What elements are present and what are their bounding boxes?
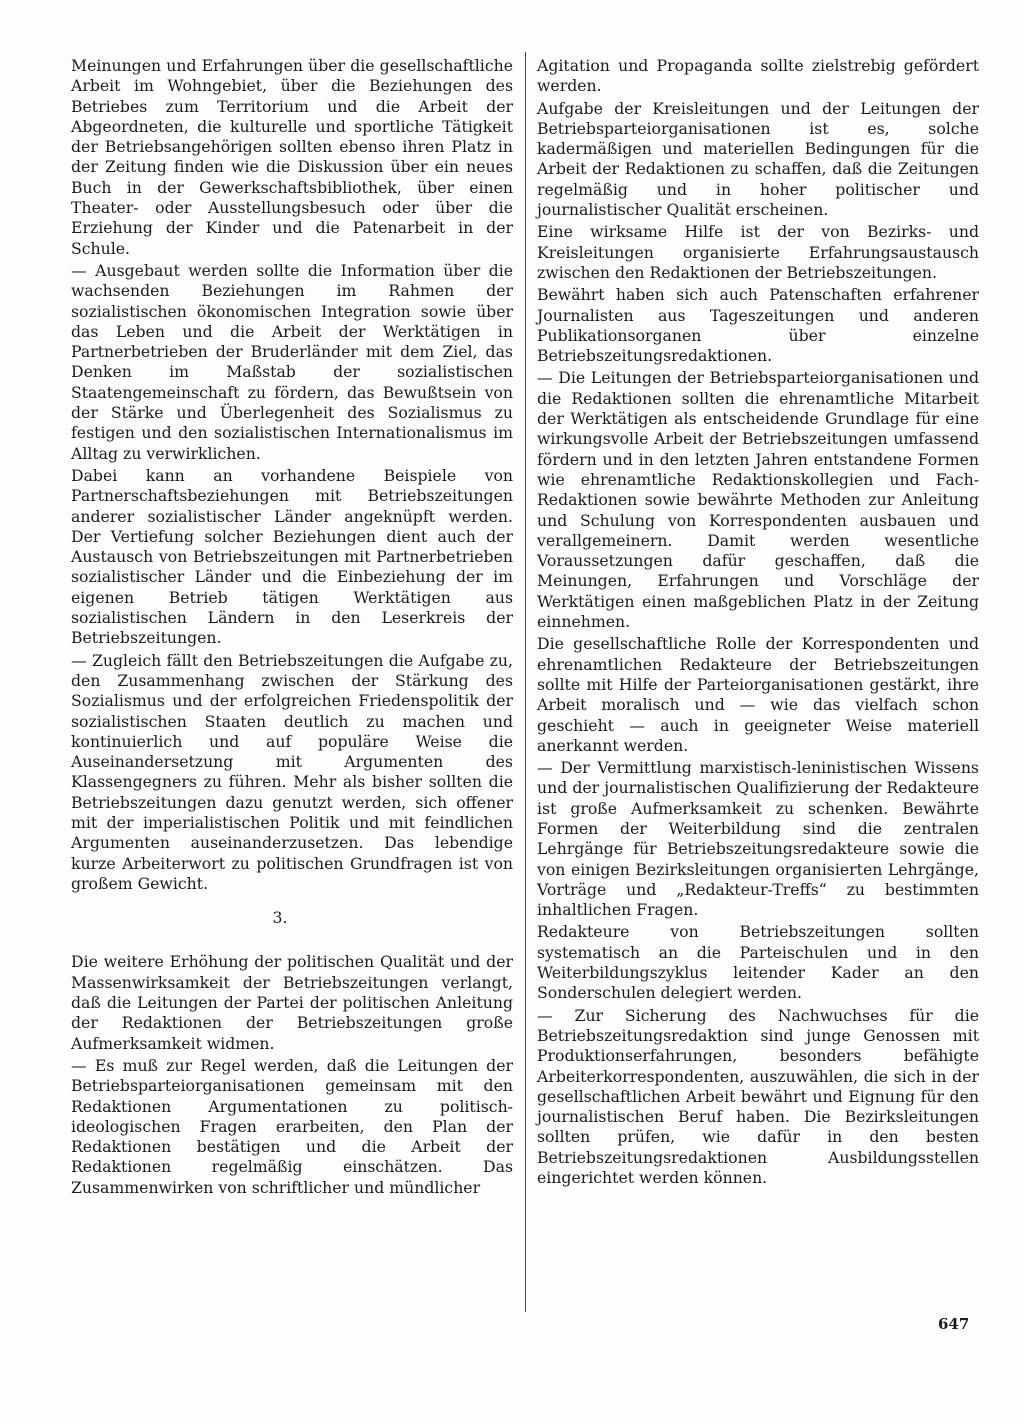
paragraph: Redakteure von Betriebszeitungen sollten systematisch an die Parteischulen und in den Weiterbildungszyklus leitender Kader an den Sonderschulen delegiert werden. xyxy=(537,922,979,1003)
paragraph: — Die Leitungen der Betriebsparteiorganisationen und die Redaktionen sollten die ehrenamtliche Mitarbeit der Werktätigen als entscheidende Grundlage für eine wirkungsvolle Arbeit der Betriebszeitungen umfassend fördern und in den letzten Jahren entstandene Formen wie ehrenamtliche Redaktionskollegien und Fach-Redaktionen sowie bewährte Methoden zur Anleitung und Schulung von Korrespondenten ausbauen und verallgemeinern. Damit werden wesentliche Voraussetzungen dafür geschaffen, daß die Meinungen, Erfahrungen und Vorschläge der Werktätigen einen maßgeblichen Platz in der Zeitung einnehmen. xyxy=(537,368,979,632)
paragraph: Bewährt haben sich auch Patenschaften erfahrener Journalisten aus Tageszeitungen und anderen Publikationsorganen über einzelne Betriebszeitungsredaktionen. xyxy=(537,285,979,366)
column-divider xyxy=(525,52,526,1312)
left-column xyxy=(71,56,513,1198)
paragraph: Eine wirksame Hilfe ist der von Bezirks- und Kreisleitungen organisierte Erfahrungsaustausch zwischen den Redaktionen der Betriebszeitungen. xyxy=(537,222,979,282)
paragraph: — Zugleich fällt den Betriebszeitungen die Aufgabe zu, den Zusammenhang zwischen der Stärkung des Sozialismus und der erfolgreichen Friedenspolitik der sozialistischen Staaten deutlich zu machen und kontinuierlich und auf populäre Weise die Auseinandersetzung mit Argumenten des Klassengegners zu führen. Mehr als bisher sollten die Betriebszeitungen dazu genutzt werden, sich offener mit der imperialistischen Politik und mit feindlichen Argumenten auseinanderzusetzen. Das lebendige kurze Arbeiterwort zu politischen Grundfragen ist von großem Gewicht. xyxy=(71,650,513,893)
paragraph: — Zur Sicherung des Nachwuchses für die Betriebszeitungsredaktion sind junge Genossen mit Produktionserfahrungen, besonders befähigte Arbeiterkorrespondenten, auszuwählen, die sich in der gesellschaftlichen Arbeit bewährt und Eignung für den journalistischen Beruf haben. Die Bezirksleitungen sollten prüfen, wie dafür in den besten Betriebszeitungsredaktionen Ausbildungsstellen eingerichtet werden können. xyxy=(537,1005,979,1188)
paragraph: Die weitere Erhöhung der politischen Qualität und der Massenwirksamkeit der Betriebszeitungen verlangt, daß die Leitungen der Partei der politischen Anleitung der Redaktionen der Betriebszeitungen große Aufmerksamkeit widmen. xyxy=(71,952,513,1053)
paragraph: Agitation und Propaganda sollte zielstrebig gefördert werden. xyxy=(537,56,979,96)
paragraph: Meinungen und Erfahrungen über die gesellschaftliche Arbeit im Wohngebiet, über die Beziehungen des Betriebes zum Territorium und die Arbeit der Abgeordneten, die kulturelle und sportliche Tätigkeit der Betriebsangehörigen sollten ebenso ihren Platz in der Zeitung finden wie die Diskussion über ein neues Buch in der Gewerkschaftsbibliothek, über einen Theater- oder Ausstellungsbesuch oder über die Erziehung der Kinder und die Patenarbeit in der Schule. xyxy=(71,56,513,258)
paragraph: Die gesellschaftliche Rolle der Korrespondenten und ehrenamtlichen Redakteure der Betriebszeitungen sollte mit Hilfe der Parteiorganisationen gestärkt, ihre Arbeit moralisch und — wie das vielfach schon geschieht — auch in geeigneter Weise materiell anerkannt werden. xyxy=(537,634,979,755)
paragraph: Dabei kann an vorhandene Beispiele von Partnerschaftsbeziehungen mit Betriebszeitungen anderer sozialistischer Länder angeknüpft werden. Der Vertiefung solcher Beziehungen dient auch der Austausch von Betriebszeitungen mit Partnerbetrieben sozialistischer Länder und die Einbeziehung der im eigenen Betrieb tätigen Werktätigen aus sozialistischen Ländern in den Leserkreis der Betriebszeitungen. xyxy=(71,465,513,648)
paragraph: Aufgabe der Kreisleitungen und der Leitungen der Betriebsparteiorganisationen ist es, solche kadermäßigen und materiellen Bedingungen für die Arbeit der Redaktionen zu schaffen, daß die Zeitungen regelmäßig und in hoher politischer und journalistischer Qualität erscheinen. xyxy=(537,98,979,220)
page-number: 647 xyxy=(938,1315,970,1333)
paragraph: — Der Vermittlung marxistisch-leninistischen Wissens und der journalistischen Qualifizierung der Redakteure ist große Aufmerksamkeit zu schenken. Bewährte Formen der Weiterbildung sind die zentralen Lehrgänge für Betriebszeitungsredakteure sowie die von einigen Bezirksleitungen organisierten Lehrgänge, Vorträge und „Redakteur-Treffs“ zu bestimmten inhaltlichen Fragen. xyxy=(537,758,979,920)
paragraph: — Ausgebaut werden sollte die Information über die wachsenden Beziehungen im Rahmen der sozialistischen ökonomischen Integration sowie über das Leben und die Arbeit der Werktätigen in Partnerbetrieben der Bruderländer mit dem Ziel, das Denken im Maßstab der sozialistischen Staatengemeinschaft zu fördern, das Bewußtsein von der Stärke und Überlegenheit des Sozialismus zu festigen und den sozialistischen Internationalismus im Alltag zu verwirklichen. xyxy=(71,260,513,463)
right-column xyxy=(537,56,979,1188)
paragraph: — Es muß zur Regel werden, daß die Leitungen der Betriebsparteiorganisationen gemeinsam mit den Redaktionen Argumentationen zu politisch-ideologischen Fragen erarbeiten, den Plan der Redaktionen bestätigen und die Arbeit der Redaktionen regelmäßig einschätzen. Das Zusammenwirken von schriftlicher und mündlicher xyxy=(71,1055,513,1197)
section-number: 3. xyxy=(272,908,288,928)
